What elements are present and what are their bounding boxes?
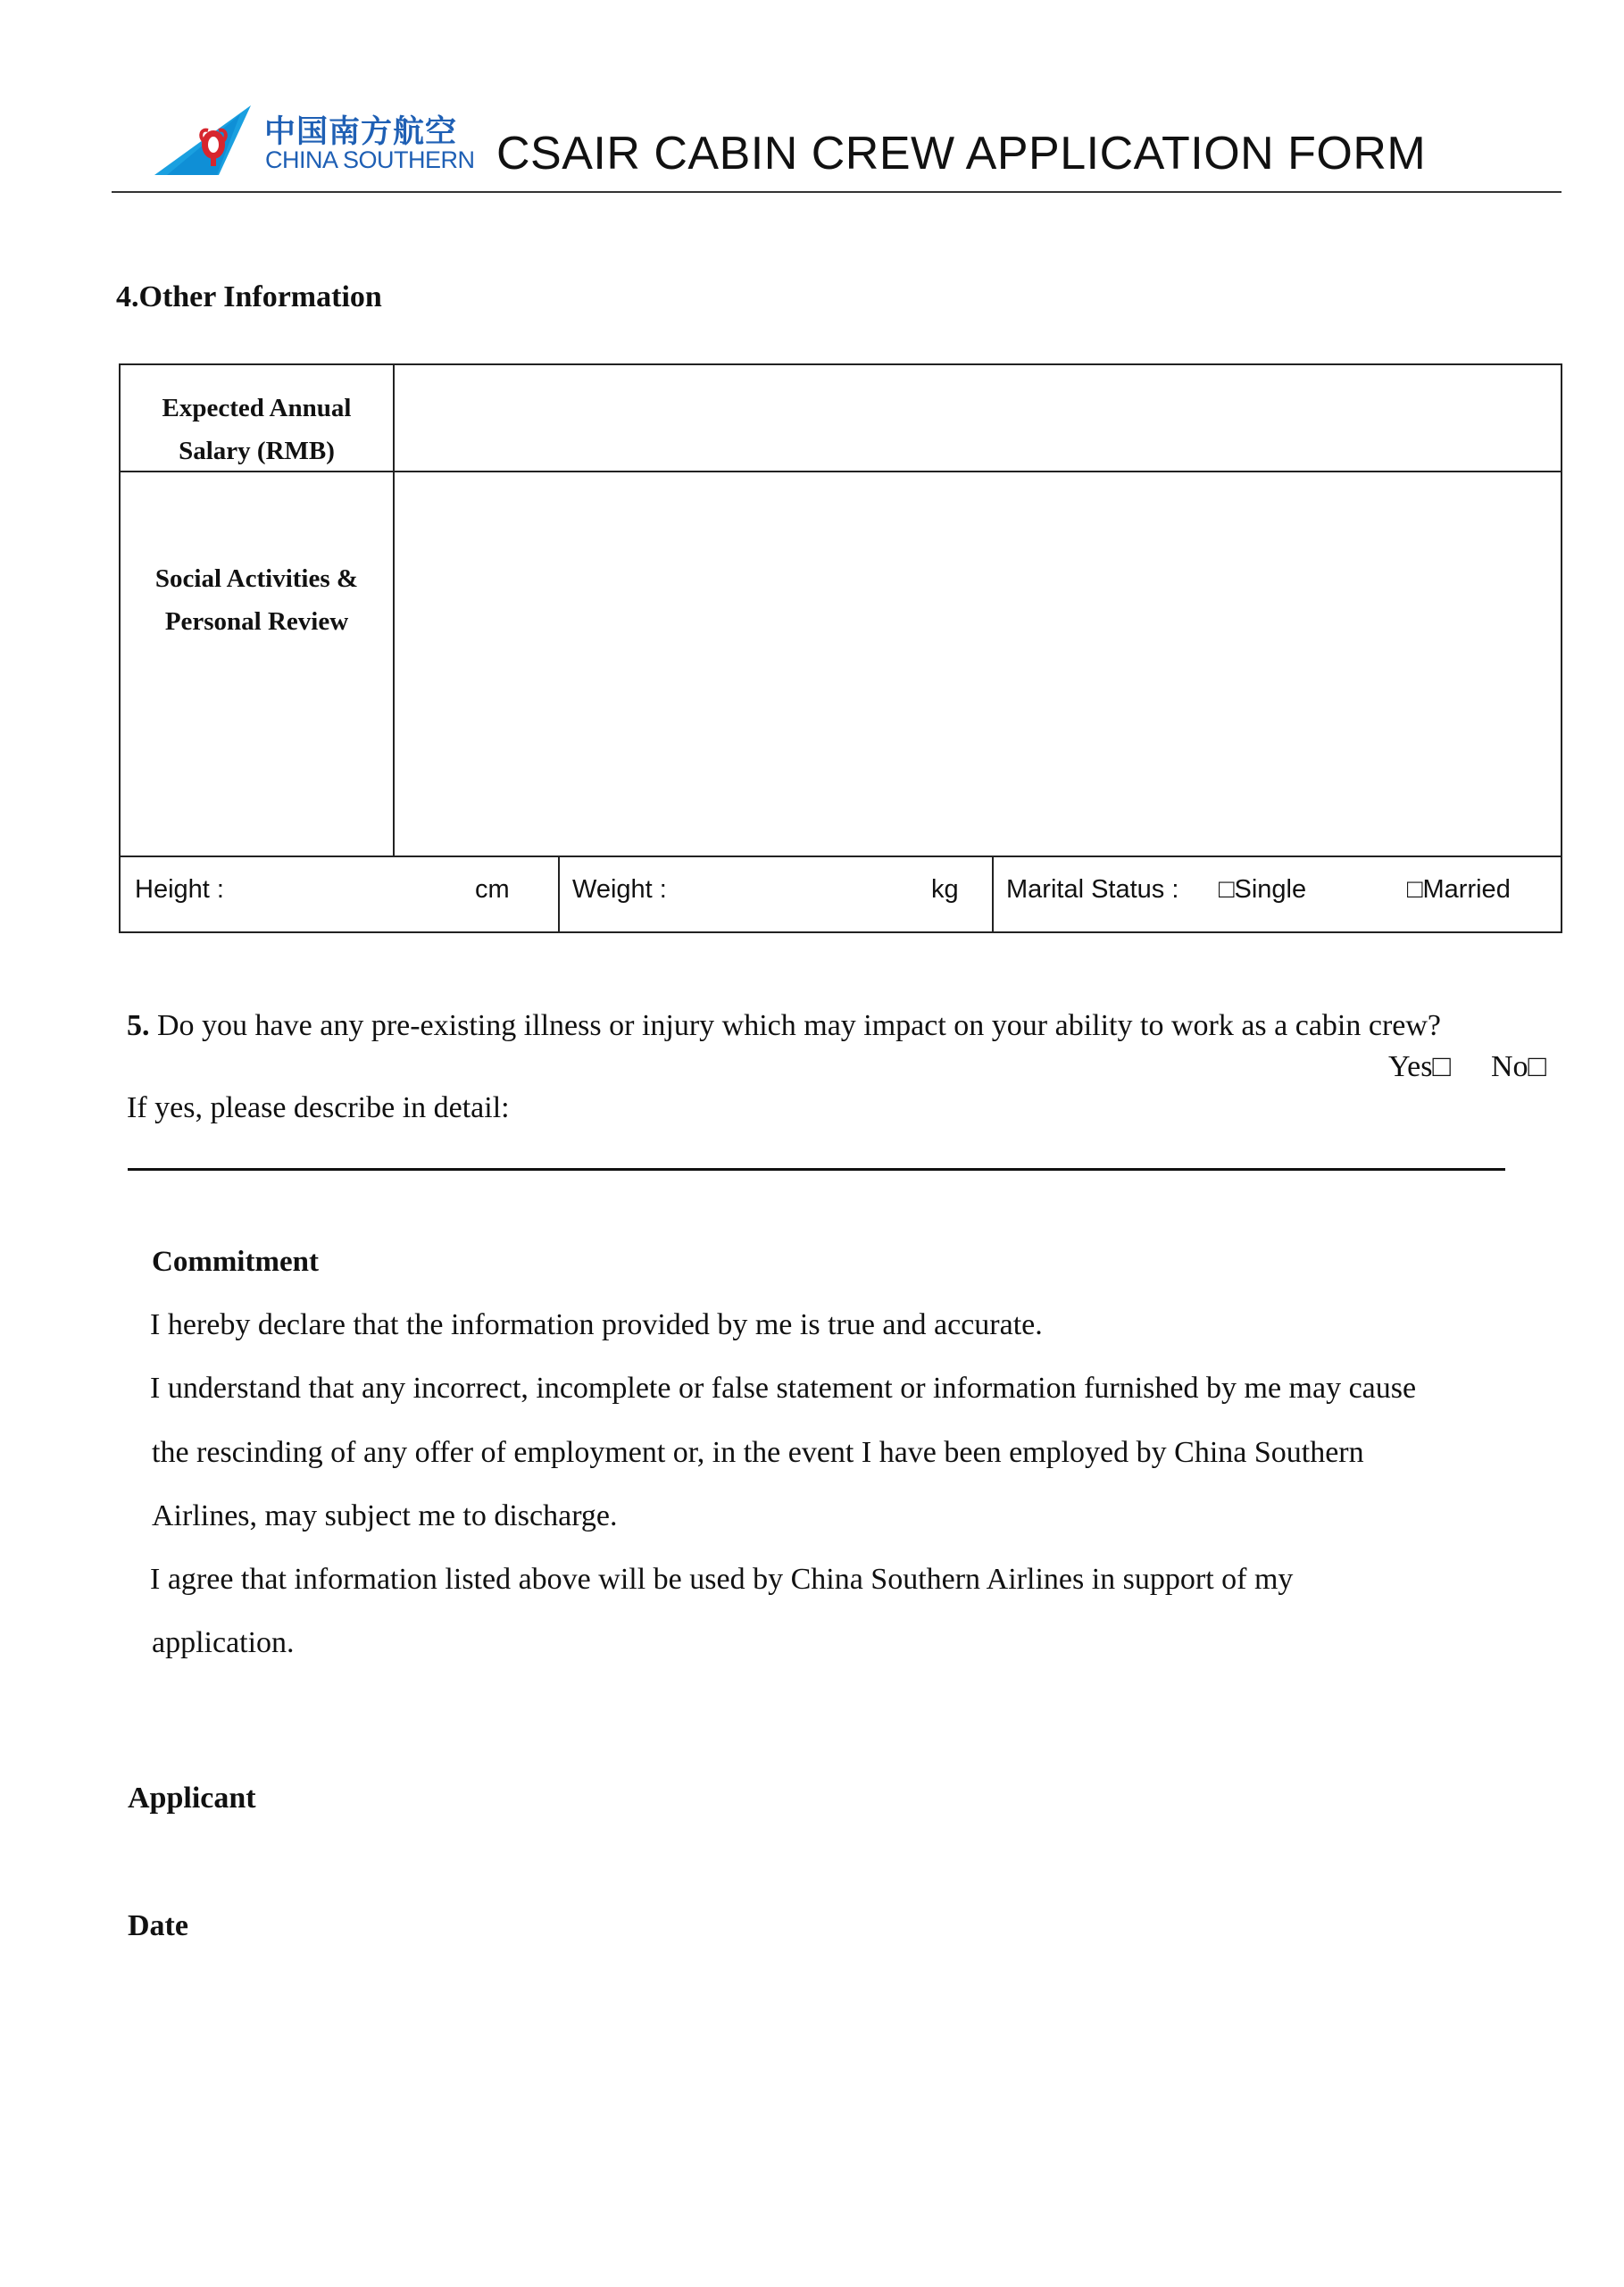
commitment-line: Airlines, may subject me to discharge. <box>152 1499 618 1532</box>
section-4-heading: 4.Other Information <box>116 280 382 313</box>
date-field[interactable] <box>286 1905 911 1949</box>
height-unit: cm <box>475 875 510 904</box>
form-title: CSAIR CABIN CREW APPLICATION FORM <box>496 128 1427 179</box>
if-yes-prompt: If yes, please describe in detail: <box>127 1091 510 1124</box>
commitment-line: I hereby declare that the information provided by me is true and accurate. <box>150 1308 1043 1341</box>
salary-label <box>121 387 393 472</box>
illness-yes-checkbox[interactable]: Yes□ <box>1388 1050 1452 1083</box>
logo-english-text: CHINA SOUTHERN <box>265 146 475 173</box>
china-southern-logo-icon <box>154 105 251 175</box>
salary-label-line-2: Salary (RMB) <box>179 437 335 465</box>
marital-married-checkbox[interactable]: □Married <box>1407 875 1511 904</box>
commitment-line: the rescinding of any offer of employment or, in the event I have been employed by China Southern <box>152 1436 1364 1469</box>
table-column-divider <box>992 856 994 931</box>
applicant-label: Applicant <box>128 1782 256 1815</box>
other-information-table <box>119 363 1562 933</box>
table-row-divider <box>121 856 1561 857</box>
social-label-line-1: Social Activities & <box>154 564 359 593</box>
table-column-divider <box>393 365 395 856</box>
weight-label: Weight : <box>572 875 667 904</box>
applicant-signature-field[interactable] <box>286 1777 911 1822</box>
social-label-line-2: Personal Review <box>164 607 349 636</box>
table-column-divider <box>558 856 560 931</box>
section-5-question-text: Do you have any pre-existing illness or injury which may impact on your ability to work as a cabin crew? <box>149 1009 1442 1042</box>
commitment-line: I agree that information listed above will be used by China Southern Airlines in support of my <box>150 1563 1294 1596</box>
header-divider <box>112 191 1562 193</box>
height-field[interactable] <box>263 858 478 930</box>
social-activities-label <box>121 557 393 643</box>
commitment-heading: Commitment <box>152 1246 319 1278</box>
height-label: Height : <box>135 875 224 904</box>
salary-label-line-1: Expected Annual <box>162 394 352 422</box>
illness-detail-field[interactable] <box>128 1127 1505 1166</box>
weight-unit: kg <box>931 875 959 904</box>
section-5-question <box>127 1009 1441 1043</box>
salary-field[interactable] <box>396 365 1561 471</box>
section-5-number: 5. <box>127 1009 150 1042</box>
marital-single-checkbox[interactable]: □Single <box>1219 875 1307 904</box>
marital-status-label: Marital Status : <box>1006 875 1179 904</box>
illness-no-checkbox[interactable]: No□ <box>1491 1050 1547 1083</box>
date-label: Date <box>128 1909 188 1942</box>
social-activities-field[interactable] <box>396 473 1561 856</box>
commitment-line: I understand that any incorrect, incomplete or false statement or information furnished by me may cause <box>150 1372 1417 1405</box>
weight-field[interactable] <box>692 858 960 930</box>
logo-chinese-text: 中国南方航空 <box>264 114 458 150</box>
commitment-line: application. <box>152 1626 295 1659</box>
illness-detail-line <box>128 1168 1505 1171</box>
